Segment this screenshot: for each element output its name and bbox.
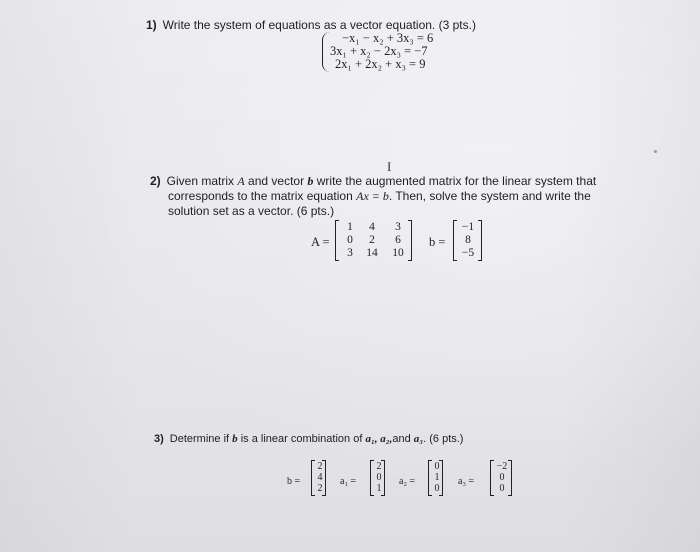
- question-3-prompt: [154, 432, 554, 447]
- q3-a3-label: a₃ =: [458, 476, 475, 487]
- equation-3: 2x₁ + 2x₂ + x₃ = 9: [335, 57, 426, 71]
- vector-b-cell: 8: [465, 234, 471, 246]
- vector-b-cell: −5: [461, 247, 475, 259]
- q3-a3-right-bracket: [508, 460, 512, 496]
- q3-a2-cell: 1: [434, 472, 440, 483]
- q3-a1-right-bracket: [381, 460, 385, 496]
- vector-b-cell: −1: [461, 221, 475, 233]
- matrix-A-left-bracket: [335, 220, 339, 261]
- question-1-text: Write the system of equations as a vector equation. (3 pts.): [162, 18, 476, 32]
- question-1-number: 1): [146, 18, 157, 32]
- q3-vector-b-ref: b: [232, 433, 238, 445]
- question-2-prompt: [150, 174, 620, 219]
- q3-a3-cell: 0: [499, 472, 505, 483]
- q3-text-part: . (6 pts.): [423, 433, 464, 445]
- q3-a1-cell: 1: [376, 483, 382, 494]
- q3-a1-label: a₁ =: [340, 476, 357, 487]
- matrix-A-label: A =: [311, 235, 330, 249]
- vector-b-right-bracket: [478, 220, 482, 261]
- q2-text-part: Given matrix: [166, 174, 238, 188]
- q3-vector-a3-ref: a₃: [413, 433, 424, 445]
- q2-text-line-3: solution set as a vector. (6 pts.): [168, 204, 335, 218]
- q3-a1-cell: 2: [376, 461, 382, 472]
- q2-text-part: and vector: [244, 174, 308, 188]
- q3-a2-right-bracket: [439, 460, 443, 496]
- text-cursor-icon: I: [387, 159, 392, 174]
- q3-b-cell: 4: [317, 472, 323, 483]
- q2-text-part: write the augmented matrix for the linear system that: [313, 174, 597, 188]
- q3-b-cell: 2: [317, 461, 323, 472]
- matrix-A-cell: 1: [347, 221, 353, 233]
- matrix-A-cell: 6: [395, 234, 401, 246]
- matrix-A-cell: 2: [369, 234, 375, 246]
- matrix-A-cell: 4: [369, 221, 375, 233]
- equation-1: −x₁ − x₂ + 3x₃ = 6: [342, 31, 434, 45]
- matrix-A: [340, 221, 412, 260]
- matrix-A-cell: 0: [347, 234, 353, 246]
- question-3-number: 3): [154, 433, 164, 445]
- q3-a2-label: a₂ =: [399, 476, 416, 487]
- matrix-A-cell: 14: [366, 247, 378, 259]
- q3-text-part: Determine if: [169, 433, 233, 445]
- q3-a2-cell: 0: [434, 461, 440, 472]
- q2-vector-b-ref: b: [307, 174, 314, 188]
- q2-matrix-A-ref: A: [237, 174, 245, 188]
- q3-b-right-bracket: [322, 460, 326, 496]
- matrix-A-cell: 3: [347, 247, 353, 259]
- q2-text-part: corresponds to the matrix equation: [168, 189, 357, 203]
- system-brace: [322, 32, 330, 72]
- equation-system: [330, 32, 433, 71]
- q3-a3-cell: −2: [496, 461, 508, 472]
- q2-text-part: . Then, solve the system and write the: [388, 189, 591, 203]
- q3-a1-cell: 0: [376, 472, 382, 483]
- q3-text-part: and: [392, 433, 414, 445]
- paper-speck: [654, 150, 657, 153]
- q2-matrix-equation: Ax = b: [356, 189, 389, 203]
- matrix-A-cell: 10: [392, 247, 404, 259]
- q3-text-part: is a linear combination of: [237, 433, 366, 445]
- matrix-A-cell: 3: [395, 221, 401, 233]
- q3-b-label: b =: [287, 476, 301, 487]
- equation-2: 3x₁ + x₂ − 2x₃ = −7: [330, 44, 428, 58]
- q3-a2-cell: 0: [434, 483, 440, 494]
- question-2-number: 2): [150, 174, 161, 188]
- q3-vectors-ref: a₁, a₂,: [365, 433, 393, 445]
- vector-b-label: b =: [429, 235, 446, 249]
- q3-a3-cell: 0: [499, 483, 505, 494]
- matrix-A-right-bracket: [408, 220, 412, 261]
- vector-b: [457, 221, 479, 260]
- q3-b-cell: 2: [317, 483, 323, 494]
